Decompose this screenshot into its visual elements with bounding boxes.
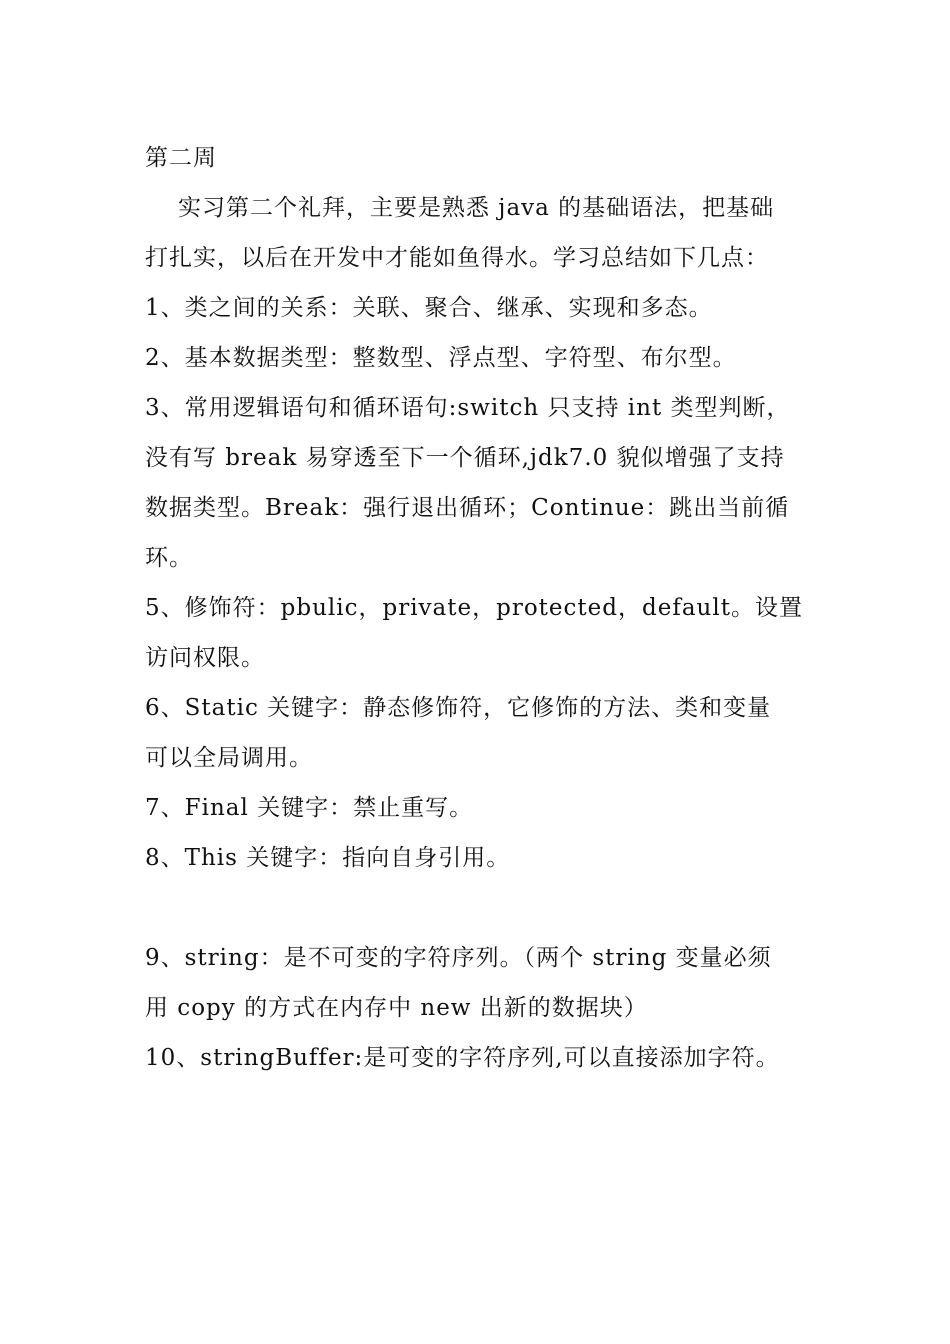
list-item-9-line-1: 9、string：是不可变的字符序列。（两个 string 变量必须 <box>145 945 772 971</box>
list-item-6-line-1: 6、Static 关键字：静态修饰符，它修饰的方法、类和变量 <box>145 695 772 721</box>
blank-line <box>145 883 815 933</box>
intro-paragraph-line-1: 实习第二个礼拜，主要是熟悉 java 的基础语法，把基础 <box>178 195 775 221</box>
list-item-3-line-1: 3、常用逻辑语句和循环语句:switch 只支持 int 类型判断， <box>145 395 791 421</box>
list-item-6-line-2: 可以全局调用。 <box>145 745 313 771</box>
list-item-8: 8、This 关键字：指向自身引用。 <box>145 845 511 871</box>
list-item-9-line-2: 用 copy 的方式在内存中 new 出新的数据块） <box>145 995 648 1021</box>
list-item-5-line-2: 访问权限。 <box>145 645 265 671</box>
list-item-3-line-2: 没有写 break 易穿透至下一个循环,jdk7.0 貌似增强了支持 <box>145 445 785 471</box>
list-item-10: 10、stringBuffer:是可变的字符序列,可以直接添加字符。 <box>145 1045 780 1071</box>
list-item-5-line-1: 5、修饰符：pbulic，private，protected，default。设置 <box>145 595 803 621</box>
intro-paragraph-line-2: 打扎实，以后在开发中才能如鱼得水。学习总结如下几点： <box>145 245 769 271</box>
document-body <box>145 133 815 1083</box>
list-item-7: 7、Final 关键字：禁止重写。 <box>145 795 474 821</box>
list-item-1: 1、类之间的关系：关联、聚合、继承、实现和多态。 <box>145 295 713 321</box>
list-item-3-line-4: 环。 <box>145 545 193 571</box>
document-heading: 第二周 <box>145 145 217 171</box>
list-item-3-line-3: 数据类型。Break：强行退出循环；Continue：跳出当前循 <box>145 495 790 521</box>
list-item-2: 2、基本数据类型：整数型、浮点型、字符型、布尔型。 <box>145 345 737 371</box>
